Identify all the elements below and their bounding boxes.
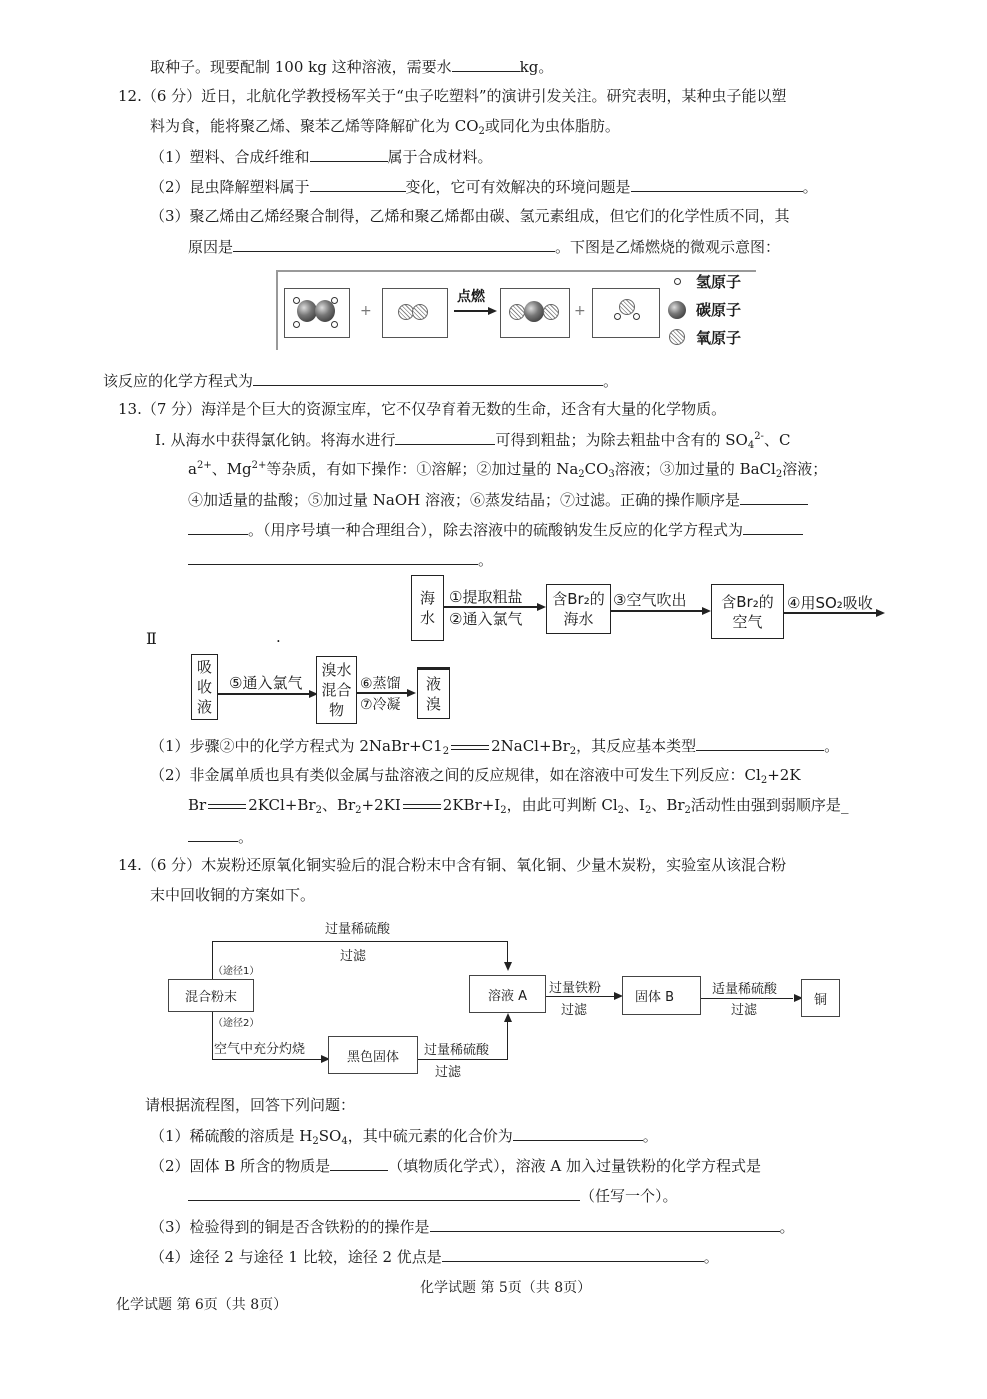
- question-14-line2: 末中回收铜的方案如下。: [150, 886, 316, 904]
- box-mixed-powder: 混合粉末: [168, 979, 254, 1012]
- question-13-part2-line3: 。: [188, 826, 253, 847]
- equals-sign: [208, 804, 246, 809]
- flow-step-5: ⑤通入氯气: [229, 674, 303, 692]
- question-12-part3-line2: 原因是 。下图是乙烯燃烧的微观示意图：: [188, 238, 781, 256]
- route2b-line-up: [507, 1021, 508, 1060]
- route1-label: （途径1）: [213, 966, 260, 977]
- answer-blank-14-1[interactable]: [513, 1125, 643, 1141]
- section-II-dot: .: [276, 628, 281, 646]
- route1-operation: 过滤: [340, 949, 367, 964]
- box-black-solid: 黑色固体: [328, 1036, 418, 1074]
- answer-blank-14-3[interactable]: [430, 1216, 780, 1232]
- question-13-I-line3: ④加适量的盐酸；⑤加过量 NaOH 溶液；⑥蒸发结晶；⑦过滤。正确的操作顺序是: [188, 489, 808, 510]
- hydrogen-atom: [331, 321, 338, 328]
- route2b-reagent: 过量稀硫酸: [424, 1043, 490, 1058]
- ethylene-combustion-diagram: [276, 270, 756, 352]
- water-molecule-box: [592, 288, 660, 338]
- route2-line-left: [212, 1012, 213, 1060]
- answer-blank-12-3[interactable]: [233, 236, 555, 252]
- flow-arrow-line: [784, 612, 878, 614]
- flow-box-seawater: 海 水: [411, 575, 444, 641]
- plus-sign: +: [574, 303, 586, 319]
- step-a-reagent: 过量铁粉: [549, 981, 602, 996]
- question-12-part3: （3）聚乙烯由乙烯经聚合制得，乙烯和聚乙烯都由碳、氢元素组成，但它们的化学性质不同，其: [150, 207, 790, 225]
- question-13-I-line2: $a^{2+}$、$Mg^{2+}$等杂质，有如下操作：①溶解；②加过量的 $Na_2CO_3$溶液；③加过量的 BaCl$_2$溶液；: [188, 460, 828, 480]
- reaction-condition: 点燃: [457, 289, 485, 305]
- route2-label: （途径2）: [213, 1018, 260, 1029]
- flow-step-7: ⑦冷凝: [360, 697, 401, 713]
- route1-line-right: [507, 941, 508, 963]
- section-II-label: Ⅱ: [146, 629, 157, 648]
- flow-box-bromine-water-mixture: 溴水 混合 物: [316, 656, 357, 724]
- question-13-I-line5: 。: [188, 549, 493, 570]
- flow-step-4: ④用SO₂吸收: [787, 594, 873, 612]
- flow-box-br-seawater: 含Br₂的 海水: [546, 584, 611, 634]
- hydrogen-atom: [633, 313, 640, 320]
- answer-blank-13-I-equation-cont[interactable]: [188, 549, 478, 565]
- oxygen-atom: [619, 299, 635, 315]
- question-13-I-line1: Ⅰ. 从海水中获得氯化钠。将海水进行 可得到粗盐；为除去粗盐中含有的 $SO_4^{2-}$、C: [155, 431, 791, 451]
- question-14-intro: 请根据流程图，回答下列问题：: [145, 1096, 356, 1114]
- question-13-I-line4: 。（用序号填一种合理组合），除去溶液中的硫酸钠发生反应的化学方程式为: [188, 519, 803, 540]
- plus-sign: +: [360, 303, 372, 319]
- step-a-operation: 过滤: [561, 1003, 588, 1018]
- question-14-part1: （1）稀硫酸的溶质是 $H_2SO_4$，其中硫元素的化合价为 。: [150, 1127, 658, 1147]
- step-b-operation: 过滤: [731, 1003, 758, 1018]
- answer-blank-14-2a[interactable]: [330, 1155, 388, 1171]
- question-13-heading: 13.（7 分）海洋是个巨大的资源宝库，它不仅孕育着无数的生命，还含有大量的化学物质。: [118, 400, 727, 418]
- answer-blank-13-2[interactable]: [188, 826, 238, 842]
- flow-step-3: ③空气吹出: [613, 591, 687, 609]
- route2-step: 空气中充分灼烧: [214, 1042, 306, 1057]
- flow-box-absorbent: 吸 收 液: [191, 654, 218, 720]
- footer-page-6: 化学试题 第 6页（共 8页）: [116, 1297, 288, 1313]
- legend-carbon-label: 碳原子: [696, 301, 742, 319]
- carbon-atom: [297, 300, 317, 322]
- flow-arrow-line: [444, 606, 540, 608]
- route2b-line: [418, 1059, 508, 1060]
- legend-oxygen-label: 氧原子: [696, 329, 742, 347]
- flow-arrow-line: [357, 692, 409, 694]
- answer-blank-12-2b[interactable]: [631, 176, 803, 192]
- answer-blank-13-I-order-cont[interactable]: [188, 519, 248, 535]
- oxygen-atom: [412, 304, 428, 320]
- box-solid-b: 固体 B: [622, 976, 701, 1015]
- carbon-atom: [315, 300, 335, 322]
- flow-arrow-head: [876, 609, 885, 617]
- legend-carbon-icon: [668, 301, 686, 319]
- answer-blank-13-1[interactable]: [696, 735, 824, 751]
- flow-arrow-line: [218, 693, 311, 695]
- legend-hydrogen-label: 氢原子: [696, 273, 742, 291]
- oxygen-molecule-box: [382, 288, 448, 338]
- flow-box-br-air: 含Br₂的 空气: [711, 584, 784, 639]
- answer-blank-14-4[interactable]: [442, 1246, 704, 1262]
- route1-line-top: [212, 941, 508, 942]
- step-a-line: [546, 996, 614, 997]
- legend-oxygen-icon: [669, 329, 685, 345]
- flow-arrow-line: [611, 610, 705, 612]
- box-copper: 铜: [801, 979, 840, 1017]
- flow-arrow-head: [537, 603, 546, 611]
- question-12-equation: 该反应的化学方程式为 。: [103, 372, 619, 390]
- route2b-operation: 过滤: [435, 1065, 462, 1080]
- question-14-part2-line2: （任写一个）。: [188, 1185, 678, 1206]
- line-continuation: 取种子。现要配制 100 kg 这种溶液，需要水 kg。: [150, 58, 554, 76]
- oxygen-atom: [543, 304, 559, 320]
- answer-blank-13-I-order[interactable]: [740, 489, 808, 505]
- carbon-atom: [524, 301, 544, 322]
- answer-blank-13-I-equation[interactable]: [743, 519, 803, 535]
- ethylene-molecule-box: [284, 288, 350, 338]
- equals-sign: [403, 804, 441, 809]
- box-solution-a: 溶液 A: [469, 975, 546, 1013]
- flow-step-2: ②通入氯气: [449, 610, 523, 628]
- question-12-part2: （2）昆虫降解塑料属于 变化，它可有效解决的环境问题是 。: [150, 178, 818, 196]
- answer-blank-13-I-1[interactable]: [395, 429, 495, 445]
- question-12-part1: （1）塑料、合成纤维和 属于合成材料。: [150, 148, 493, 166]
- step-b-reagent: 适量稀硫酸: [712, 982, 778, 997]
- question-14-part3: （3）检验得到的铜是否含铁粉的的操作是 。: [150, 1218, 795, 1236]
- diagram-top-border: [276, 270, 756, 272]
- answer-blank-12-1[interactable]: [310, 146, 388, 162]
- flow-box-liquid-bromine: 液 溴: [417, 667, 450, 719]
- hydrogen-atom: [614, 313, 621, 320]
- oxygen-atom: [509, 304, 525, 320]
- reaction-arrow-line: [454, 310, 490, 312]
- question-13-part2: （2）非金属单质也具有类似金属与盐溶液之间的反应规律，如在溶液中可发生下列反应：$Cl_2+2K$: [150, 766, 801, 786]
- question-12-heading: 12.（6 分）近日，北航化学教授杨军关于“虫子吃塑料”的演讲引发关注。研究表明，某种虫子能以塑: [118, 87, 787, 105]
- footer-page-5: 化学试题 第 5页（共 8页）: [420, 1280, 592, 1296]
- route1-reagent: 过量稀硫酸: [325, 922, 391, 937]
- question-14-part4: （4）途径 2 与途径 1 比较，途径 2 优点是 。: [150, 1248, 719, 1266]
- reaction-arrow-head: [488, 307, 497, 315]
- flow-arrow-head: [407, 689, 416, 697]
- route1-arrow-head: [504, 962, 512, 971]
- legend-hydrogen-icon: [674, 278, 681, 285]
- answer-blank-12-2a[interactable]: [310, 176, 406, 192]
- carbon-dioxide-box: [500, 288, 570, 338]
- question-12-line2: 料为食，能将聚乙烯、聚苯乙烯等降解矿化为 $CO_2$或同化为虫体脂肪。: [150, 117, 620, 137]
- answer-blank-14-2b[interactable]: [188, 1185, 580, 1201]
- hydrogen-atom: [293, 321, 300, 328]
- question-13-part2-line2: Br $2KCl+Br_2$、$Br_2+2KI$ $2KBr+I_2$，由此可判断 $Cl_2$、$I_2$、$Br_2$活动性由强到弱顺序是_: [188, 796, 849, 816]
- question-14-heading: 14.（6 分）木炭粉还原氧化铜实验后的混合粉末中含有铜、氧化铜、少量木炭粉，实验室从该混合粉: [118, 856, 787, 874]
- question-13-part1: （1）步骤②中的化学方程式为 $2NaBr+C1_2$ $2NaCl+Br_2$，其反应基本类型 。: [150, 737, 840, 757]
- equals-sign: [451, 745, 489, 750]
- question-14-part2: （2）固体 B 所含的物质是 （填物质化学式），溶液 A 加入过量铁粉的化学方程式是: [150, 1157, 761, 1175]
- diagram-left-border: [276, 270, 278, 350]
- answer-blank-water-mass[interactable]: [452, 56, 520, 72]
- flow-step-1: ①提取粗盐: [449, 588, 523, 606]
- flow-step-6: ⑥蒸馏: [360, 676, 401, 692]
- route2-line-bottom: [212, 1059, 326, 1060]
- flow-arrow-head: [702, 607, 711, 615]
- route2b-arrow-head: [504, 1013, 512, 1022]
- answer-blank-12-equation[interactable]: [253, 370, 603, 386]
